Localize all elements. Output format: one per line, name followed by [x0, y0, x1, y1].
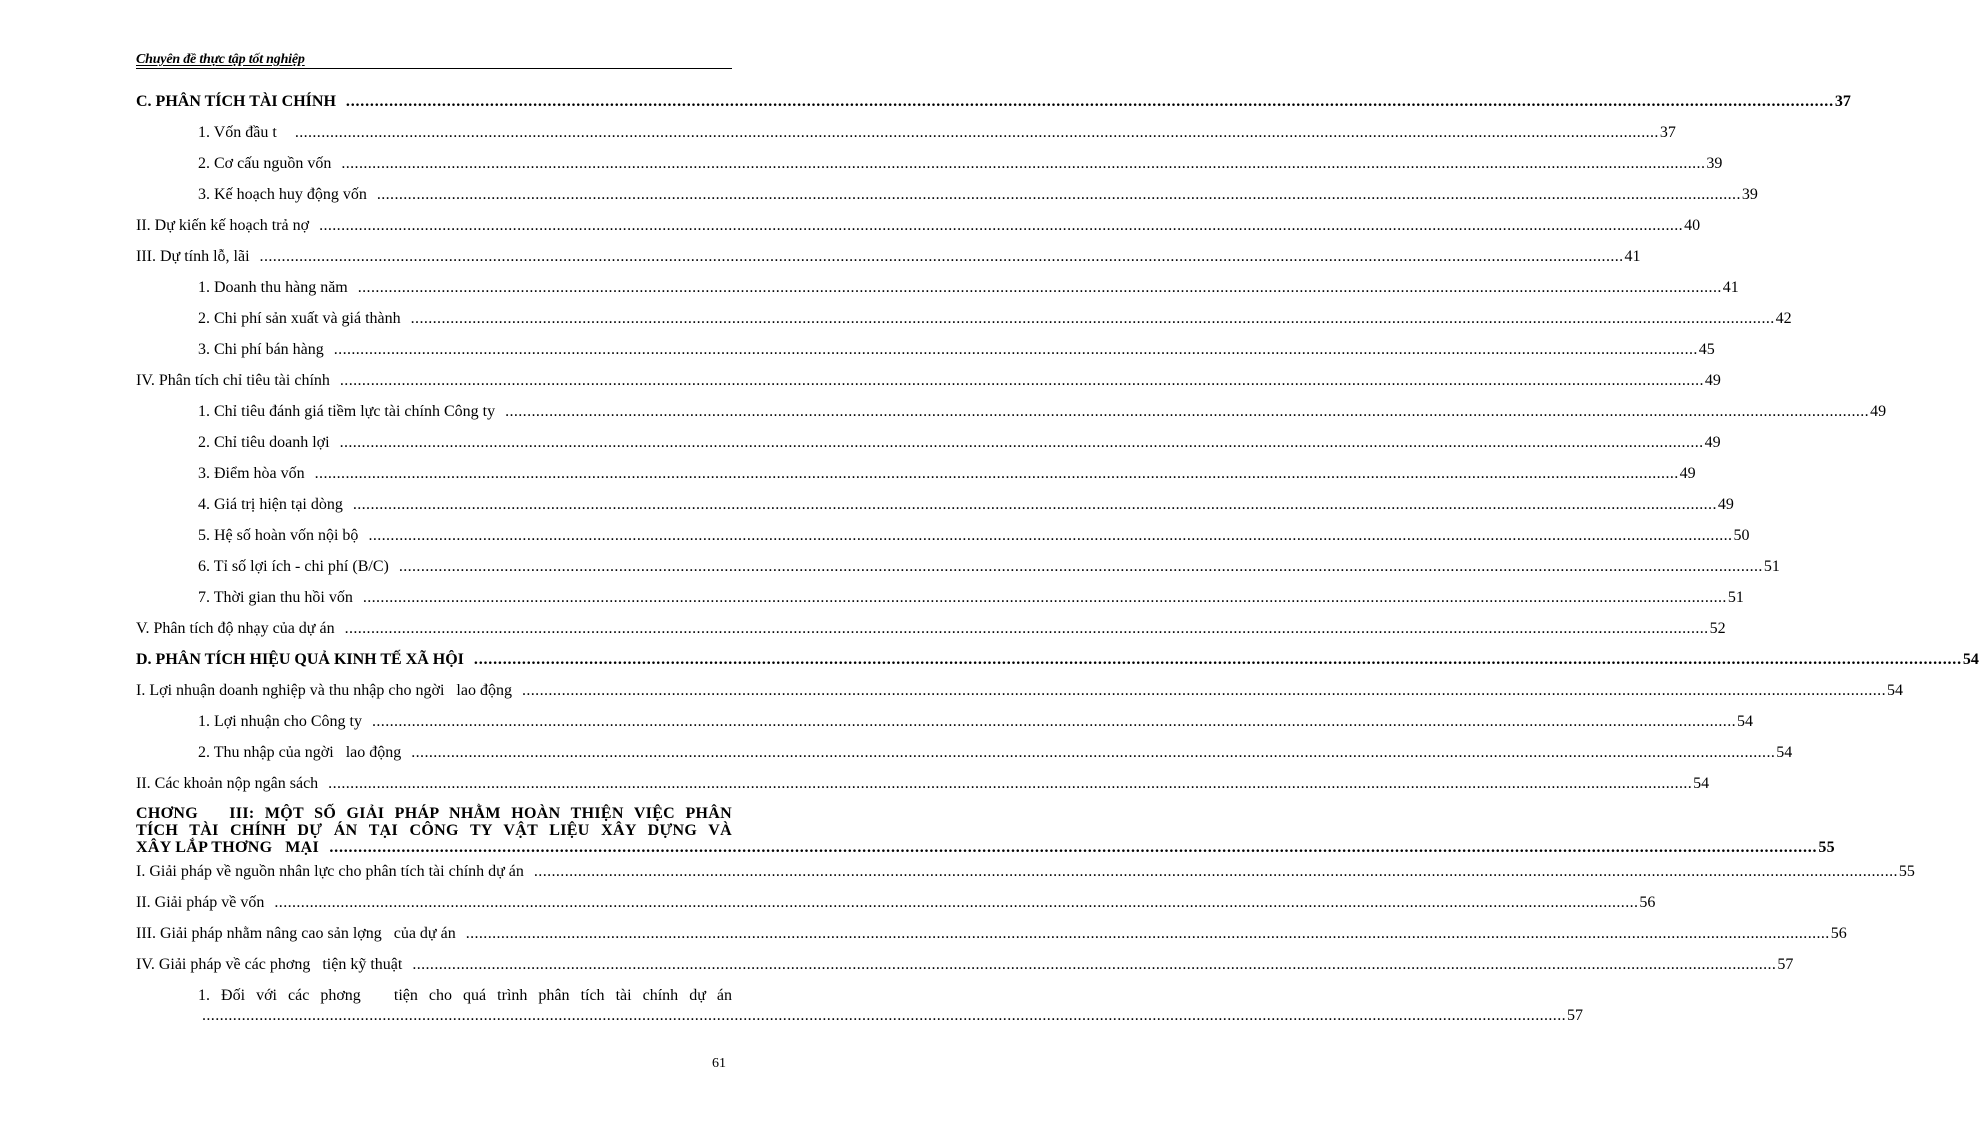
toc-page: 54 [1776, 744, 1793, 761]
toc-item-g1[interactable] [136, 862, 1915, 882]
leader-dots: ...................................................................................................................................................................................................................................................................................................................... [411, 744, 1776, 761]
toc-section-c[interactable] [136, 92, 1851, 112]
leader-dots: ...................................................................................................................................................................................................................................................................................................................... [339, 372, 1704, 389]
toc-page: 40 [1684, 217, 1701, 234]
toc-title: C. PHÂN TÍCH TÀI CHÍNH [136, 93, 340, 110]
toc-item-iv[interactable] [136, 371, 1721, 391]
leader-dots: ...................................................................................................................................................................................................................................................................................................................... [341, 155, 1706, 172]
leader-dots: ...................................................................................................................................................................................................................................................................................................................... [333, 341, 1698, 358]
leader-dots: ...................................................................................................................................................................................................................................................................................................................... [344, 620, 1709, 637]
toc-item-d-ii[interactable] [136, 774, 1710, 794]
toc-item-iv7[interactable] [136, 588, 1744, 608]
leader-dots: ...................................................................................................................................................................................................................................................................................................................... [368, 527, 1733, 544]
toc-title: II. Dự kiến kế hoạch trả nợ [136, 217, 314, 234]
toc-item-iv6[interactable] [136, 557, 1780, 577]
toc-item-g3[interactable] [136, 924, 1847, 944]
leader-dots: ...................................................................................................................................................................................................................................................................................................................... [202, 1007, 1566, 1024]
toc-title: 1. Vốn đầu t [198, 124, 289, 141]
toc-page: 49 [1704, 434, 1721, 451]
toc-page: 54 [1693, 775, 1710, 792]
leader-dots: ...................................................................................................................................................................................................................................................................................................................... [521, 682, 1886, 699]
toc-page: 49 [1679, 465, 1696, 482]
toc-title: 3. Điểm hòa vốn [198, 465, 309, 482]
toc-page: 51 [1727, 589, 1744, 606]
toc-page: 54 [1737, 713, 1753, 730]
toc-page: 52 [1709, 620, 1726, 637]
toc-chapter-3[interactable] [136, 805, 1835, 856]
toc-page: 56 [1830, 925, 1847, 942]
toc-title-line: XÂY LẮP THƠNG MẠI [136, 839, 324, 856]
toc-title: V. Phân tích độ nhạy của dự án [136, 620, 339, 637]
toc-item-iv3[interactable] [136, 464, 1696, 484]
toc-title: 2. Chỉ tiêu doanh lợi [198, 434, 334, 451]
toc-title: 5. Hệ số hoàn vốn nội bộ [198, 527, 363, 544]
toc-page: 41 [1722, 279, 1739, 296]
toc-page: 50 [1733, 527, 1750, 544]
leader-dots: ...................................................................................................................................................................................................................................................................................................................... [319, 217, 1684, 234]
table-of-contents [136, 92, 1979, 1030]
toc-page: 54 [1962, 651, 1979, 668]
leader-dots: ...................................................................................................................................................................................................................................................................................................................... [505, 403, 1870, 420]
toc-page: 37 [1659, 124, 1676, 141]
page-number: 61 [712, 1056, 726, 1071]
toc-title: II. Các khoản nộp ngân sách [136, 775, 323, 792]
leader-dots: ...................................................................................................................................................................................................................................................................................................................... [410, 310, 1775, 327]
leader-dots: ...................................................................................................................................................................................................................................................................................................................... [376, 186, 1741, 203]
leader-dots: ...................................................................................................................................................................................................................................................................................................................... [345, 93, 1834, 110]
leader-dots: ...................................................................................................................................................................................................................................................................................................................... [357, 279, 1722, 296]
page-header [136, 50, 732, 69]
toc-item-g4[interactable] [136, 955, 1794, 975]
leader-dots: ...................................................................................................................................................................................................................................................................................................................... [329, 839, 1818, 856]
leader-dots: ...................................................................................................................................................................................................................................................................................................................... [259, 248, 1624, 265]
toc-item-g2[interactable] [136, 893, 1656, 913]
leader-dots: ...................................................................................................................................................................................................................................................................................................................... [352, 496, 1717, 513]
toc-item-iv2[interactable] [136, 433, 1721, 453]
leader-dots: ...................................................................................................................................................................................................................................................................................................................... [274, 894, 1639, 911]
leader-dots: ...................................................................................................................................................................................................................................................................................................................... [412, 956, 1777, 973]
toc-title: IV. Giải pháp về các phơng tiện kỹ thuật [136, 956, 407, 973]
toc-page: 54 [1886, 682, 1903, 699]
toc-page: 57 [1567, 1007, 1583, 1024]
toc-title-line: TÍCH TÀI CHÍNH DỰ ÁN TẠI CÔNG TY VẬT LIỆU XÂY DỰNG VÀ [136, 822, 732, 839]
toc-title: I. Lợi nhuận doanh nghiệp và thu nhập cho ngời lao động [136, 682, 516, 699]
toc-page: 41 [1624, 248, 1641, 265]
header-title: Chuyên đề thực tập tốt nghiệp [136, 52, 305, 67]
leader-dots: ...................................................................................................................................................................................................................................................................................................................... [465, 925, 1830, 942]
toc-title: 7. Thời gian thu hồi vốn [198, 589, 357, 606]
toc-title: 1. Lợi nhuận cho Công ty [198, 713, 366, 730]
toc-item-iv1[interactable] [136, 402, 1887, 422]
toc-page: 49 [1870, 403, 1887, 420]
toc-item-iii3[interactable] [136, 340, 1715, 360]
toc-page: 57 [1777, 956, 1794, 973]
toc-title: 6. Tỉ số lợi ích - chi phí (B/C) [198, 558, 393, 575]
toc-item-iii[interactable] [136, 247, 1641, 267]
toc-item-d-i2[interactable] [136, 743, 1793, 763]
toc-title: D. PHÂN TÍCH HIỆU QUẢ KINH TẾ XÃ HỘI [136, 651, 468, 668]
toc-title-line: 1. Đối với các phơng tiện cho quá trình phân tích tài chính dự án [198, 987, 732, 1004]
leader-dots: ...................................................................................................................................................................................................................................................................................................................... [398, 558, 1763, 575]
toc-title: 2. Cơ cấu nguồn vốn [198, 155, 336, 172]
toc-item-iii1[interactable] [136, 278, 1739, 298]
toc-item-iv4[interactable] [136, 495, 1734, 515]
toc-title: 3. Kế hoạch huy động vốn [198, 186, 371, 203]
leader-dots: ...................................................................................................................................................................................................................................................................................................................... [473, 651, 1962, 668]
toc-item-d-i1[interactable] [136, 712, 1753, 732]
toc-title: 2. Chi phí sản xuất và giá thành [198, 310, 405, 327]
toc-title: III. Dự tính lỗ, lãi [136, 248, 254, 265]
toc-title: 4. Giá trị hiện tại dòng [198, 496, 347, 513]
toc-item-iv5[interactable] [136, 526, 1750, 546]
leader-dots: ...................................................................................................................................................................................................................................................................................................................... [533, 863, 1898, 880]
leader-dots: ...................................................................................................................................................................................................................................................................................................................... [339, 434, 1704, 451]
toc-title: 2. Thu nhập của ngời lao động [198, 744, 406, 761]
toc-page: 39 [1741, 186, 1758, 203]
toc-title: 1. Doanh thu hàng năm [198, 279, 352, 296]
toc-page: 55 [1898, 863, 1915, 880]
toc-item-d-i[interactable] [136, 681, 1903, 701]
toc-page: 55 [1818, 839, 1835, 856]
leader-dots: ...................................................................................................................................................................................................................................................................................................................... [294, 124, 1659, 141]
leader-dots: ...................................................................................................................................................................................................................................................................................................................... [372, 713, 1736, 730]
toc-title: 3. Chi phí bán hàng [198, 341, 328, 358]
toc-page: 37 [1834, 93, 1851, 110]
toc-item-ii[interactable] [136, 216, 1701, 236]
toc-title: I. Giải pháp về nguồn nhân lực cho phân tích tài chính dự án [136, 863, 528, 880]
toc-title: IV. Phân tích chỉ tiêu tài chính [136, 372, 334, 389]
toc-title: II. Giải pháp về vốn [136, 894, 269, 911]
toc-title: 1. Chỉ tiêu đánh giá tiềm lực tài chính Công ty [198, 403, 500, 420]
toc-title: III. Giải pháp nhằm nâng cao sản lợng của dự án [136, 925, 460, 942]
leader-dots: ...................................................................................................................................................................................................................................................................................................................... [314, 465, 1679, 482]
toc-page: 49 [1704, 372, 1721, 389]
toc-section-d[interactable] [136, 650, 1979, 670]
toc-item-c3[interactable] [136, 185, 1758, 205]
toc-item-v[interactable] [136, 619, 1726, 639]
toc-page: 39 [1706, 155, 1723, 172]
toc-title-line: CHƠNG III: MỘT SỐ GIẢI PHÁP NHẰM HOÀN THIỆN VIỆC PHÂN [136, 805, 732, 822]
toc-page: 56 [1639, 894, 1656, 911]
toc-page: 42 [1775, 310, 1792, 327]
toc-item-c1[interactable] [136, 123, 1676, 143]
leader-dots: ...................................................................................................................................................................................................................................................................................................................... [328, 775, 1693, 792]
toc-item-c2[interactable] [136, 154, 1723, 174]
toc-item-g4-1[interactable] [136, 986, 1583, 1026]
toc-item-iii2[interactable] [136, 309, 1792, 329]
toc-page: 51 [1763, 558, 1780, 575]
toc-page: 49 [1717, 496, 1734, 513]
toc-page: 45 [1698, 341, 1715, 358]
leader-dots: ...................................................................................................................................................................................................................................................................................................................... [362, 589, 1727, 606]
